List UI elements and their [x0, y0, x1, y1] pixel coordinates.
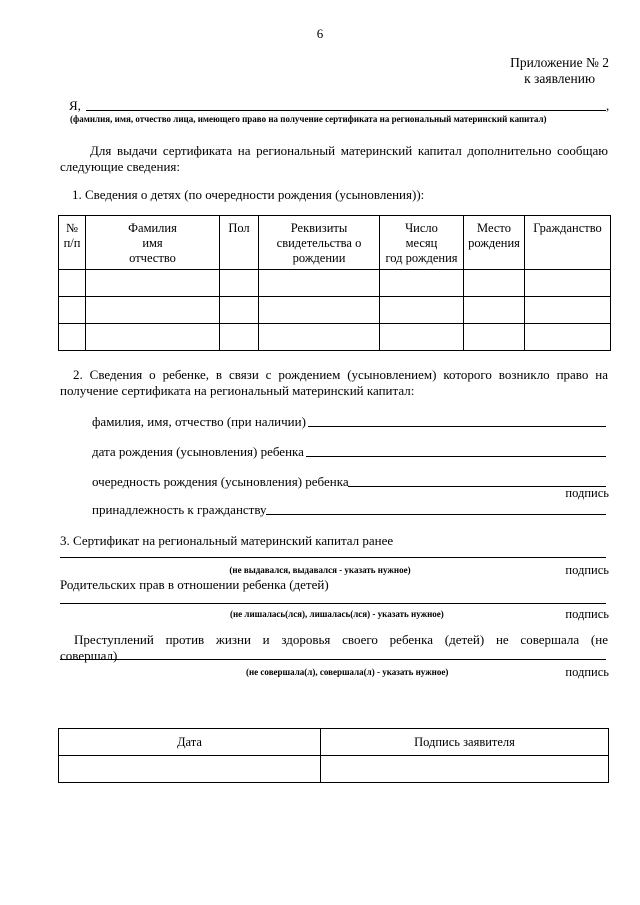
field-citizenship-input[interactable]: [266, 514, 606, 515]
section2-signature-label: подпись: [565, 486, 609, 500]
header-birthplace: Место рождения: [464, 216, 525, 270]
table-row[interactable]: [59, 270, 611, 297]
section1-title: 1. Сведения о детях (по очередности рождения (усыновления)):: [72, 187, 425, 202]
children-table: [58, 215, 611, 351]
applicant-hint: (фамилия, имя, отчество лица, имеющего право на получение сертификата на региональный материнский капитал): [70, 114, 547, 124]
crimes-hint: (не совершала(л), совершала(л) - указать нужное): [246, 667, 449, 677]
appendix-header: [510, 55, 609, 87]
header-citizenship: Гражданство: [525, 216, 611, 270]
table-row[interactable]: [59, 324, 611, 351]
crimes-signature-label: подпись: [565, 665, 609, 679]
applicant-suffix: ,: [606, 98, 610, 113]
section2-title: 2. Сведения о ребенке, в связи с рождением (усыновлением) которого возникло право на получение сертификата на региональный материнский капитал:: [60, 367, 608, 398]
applicant-prefix: Я,: [69, 98, 81, 113]
parental-input[interactable]: [60, 603, 606, 604]
header-birthdate: Число месяц год рождения: [380, 216, 464, 270]
appendix-title: Приложение № 2: [510, 55, 609, 70]
field-fullname-input[interactable]: [308, 426, 606, 427]
header-fullname: Фамилия имя отчество: [86, 216, 220, 270]
section3-signature-label: подпись: [565, 563, 609, 577]
intro-text: Для выдачи сертификата на региональный материнский капитал дополнительно сообщаю следующие сведения:: [60, 143, 608, 174]
signature-header: Подпись заявителя: [321, 729, 609, 756]
page-number: 6: [316, 26, 324, 41]
signature-cell[interactable]: [321, 756, 609, 783]
table-row[interactable]: [59, 297, 611, 324]
crimes-title: Преступлений против жизни и здоровья своего ребенка (детей) не совершала (не совершал): [60, 632, 608, 663]
section3-input[interactable]: [60, 557, 606, 558]
field-citizenship-label: принадлежность к гражданству: [92, 502, 267, 517]
header-sex: Пол: [220, 216, 259, 270]
crimes-input[interactable]: [60, 659, 606, 660]
date-cell[interactable]: [59, 756, 321, 783]
applicant-name-field[interactable]: [86, 110, 606, 111]
appendix-subtitle: к заявлению: [524, 71, 596, 86]
signature-table: [58, 728, 609, 783]
field-birthdate-label: дата рождения (усыновления) ребенка: [92, 444, 304, 459]
field-birthorder-label: очередность рождения (усыновления) ребенка: [92, 474, 349, 489]
section3-title: 3. Сертификат на региональный материнский капитал ранее: [60, 533, 394, 548]
parental-title: Родительских прав в отношении ребенка (детей): [60, 577, 329, 592]
parental-hint: (не лишалась(лся), лишалась(лся) - указать нужное): [230, 609, 444, 619]
header-number: № п/п: [59, 216, 86, 270]
field-fullname-label: фамилия, имя, отчество (при наличии): [92, 414, 306, 429]
children-table-header: [59, 216, 611, 270]
parental-signature-label: подпись: [565, 607, 609, 621]
field-birthdate-input[interactable]: [306, 456, 606, 457]
header-certificate: Реквизиты свидетельства о рождении: [259, 216, 380, 270]
section3-hint: (не выдавался, выдавался - указать нужное): [229, 565, 411, 575]
date-header: Дата: [59, 729, 321, 756]
